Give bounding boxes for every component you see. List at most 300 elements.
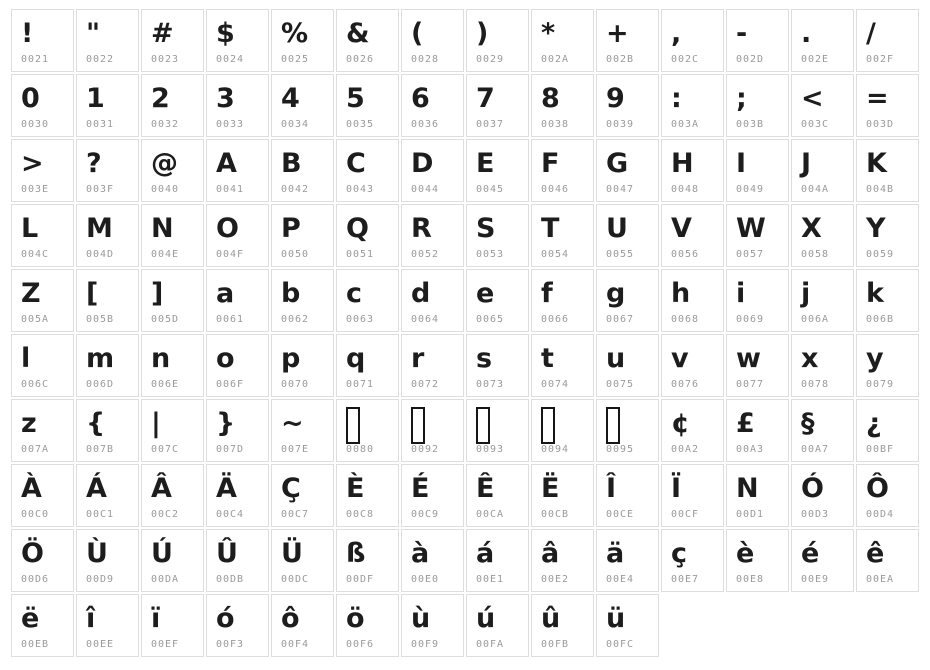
glyph-character: 9 <box>606 82 625 114</box>
glyph-character: & <box>346 17 370 49</box>
glyph-cell <box>856 269 919 332</box>
glyph-cell <box>596 594 659 657</box>
glyph-cell <box>141 204 204 267</box>
glyph-character: Ô <box>866 472 889 504</box>
glyph-unicode-code: 0055 <box>606 249 635 260</box>
glyph-character: D <box>411 147 434 179</box>
glyph-unicode-code: 003E <box>21 184 50 195</box>
glyph-cell <box>596 334 659 397</box>
glyph-unicode-code: 0024 <box>216 54 245 65</box>
glyph-unicode-code: 0080 <box>346 444 375 455</box>
glyph-cell <box>401 334 464 397</box>
glyph-unicode-code: 005D <box>151 314 180 325</box>
glyph-unicode-code: 0049 <box>736 184 765 195</box>
glyph-cell <box>271 139 334 202</box>
glyph-unicode-code: 00EF <box>151 639 180 650</box>
glyph-cell <box>531 204 594 267</box>
glyph-character: Q <box>346 212 369 244</box>
glyph-character: À <box>21 472 42 504</box>
glyph-cell <box>531 74 594 137</box>
glyph-character: R <box>411 212 432 244</box>
glyph-character: Z <box>21 277 41 309</box>
missing-glyph-box <box>411 400 425 446</box>
glyph-cell <box>466 204 529 267</box>
glyph-cell <box>11 464 74 527</box>
glyph-cell <box>401 74 464 137</box>
glyph-character: Ü <box>281 537 303 569</box>
glyph-unicode-code: 0057 <box>736 249 765 260</box>
glyph-character: B <box>281 147 302 179</box>
glyph-unicode-code: 00E9 <box>801 574 830 585</box>
glyph-unicode-code: 005A <box>21 314 50 325</box>
glyph-character: M <box>86 212 113 244</box>
glyph-unicode-code: 00FC <box>606 639 635 650</box>
glyph-cell <box>11 74 74 137</box>
glyph-cell <box>336 334 399 397</box>
glyph-unicode-code: 00C4 <box>216 509 245 520</box>
glyph-unicode-code: 0073 <box>476 379 505 390</box>
glyph-unicode-code: 0048 <box>671 184 700 195</box>
glyph-character: m <box>86 342 115 374</box>
glyph-unicode-code: 00CE <box>606 509 635 520</box>
glyph-cell <box>76 204 139 267</box>
glyph-unicode-code: 00E7 <box>671 574 700 585</box>
glyph-character: ü <box>606 602 626 634</box>
glyph-unicode-code: 0062 <box>281 314 310 325</box>
glyph-character: è <box>736 537 755 569</box>
glyph-cell <box>206 529 269 592</box>
glyph-character: u <box>606 342 626 374</box>
glyph-character: : <box>671 82 682 114</box>
glyph-unicode-code: 0026 <box>346 54 375 65</box>
glyph-cell <box>11 594 74 657</box>
glyph-cell <box>596 139 659 202</box>
glyph-character: P <box>281 212 301 244</box>
glyph-cell <box>661 334 724 397</box>
glyph-unicode-code: 0021 <box>21 54 50 65</box>
glyph-character: ? <box>86 147 102 179</box>
glyph-character: û <box>541 602 561 634</box>
glyph-cell <box>661 464 724 527</box>
glyph-cell <box>336 269 399 332</box>
glyph-cell <box>271 269 334 332</box>
glyph-unicode-code: 0071 <box>346 379 375 390</box>
glyph-unicode-code: 00A7 <box>801 444 830 455</box>
glyph-character: > <box>21 147 44 179</box>
glyph-character: Y <box>866 212 886 244</box>
glyph-unicode-code: 0038 <box>541 119 570 130</box>
glyph-cell <box>76 399 139 462</box>
glyph-character: ! <box>21 17 34 49</box>
glyph-cell <box>141 464 204 527</box>
glyph-unicode-code: 0031 <box>86 119 115 130</box>
glyph-cell <box>76 334 139 397</box>
glyph-unicode-code: 0025 <box>281 54 310 65</box>
glyph-cell <box>401 529 464 592</box>
glyph-cell <box>271 399 334 462</box>
glyph-cell <box>76 464 139 527</box>
glyph-unicode-code: 0063 <box>346 314 375 325</box>
glyph-cell <box>856 9 919 72</box>
glyph-character: h <box>671 277 691 309</box>
glyph-cell <box>336 74 399 137</box>
glyph-character: ] <box>151 277 164 309</box>
glyph-character: q <box>346 342 366 374</box>
glyph-cell <box>726 139 789 202</box>
glyph-unicode-code: 004A <box>801 184 830 195</box>
glyph-cell <box>271 204 334 267</box>
glyph-character: p <box>281 342 301 374</box>
glyph-cell <box>856 464 919 527</box>
glyph-unicode-code: 0092 <box>411 444 440 455</box>
glyph-unicode-code: 0046 <box>541 184 570 195</box>
glyph-unicode-code: 0052 <box>411 249 440 260</box>
glyph-unicode-code: 003F <box>86 184 115 195</box>
glyph-character: i <box>736 277 746 309</box>
glyph-unicode-code: 006E <box>151 379 180 390</box>
glyph-character: + <box>606 17 629 49</box>
glyph-character: È <box>346 472 365 504</box>
glyph-cell <box>271 74 334 137</box>
glyph-unicode-code: 00CF <box>671 509 700 520</box>
glyph-character: à <box>411 537 430 569</box>
glyph-cell <box>11 139 74 202</box>
glyph-cell <box>726 74 789 137</box>
glyph-unicode-code: 0079 <box>866 379 895 390</box>
glyph-cell <box>271 464 334 527</box>
glyph-character: ¢ <box>671 407 690 439</box>
glyph-character: * <box>541 17 556 49</box>
glyph-unicode-code: 003A <box>671 119 700 130</box>
glyph-cell <box>856 204 919 267</box>
glyph-cell <box>76 9 139 72</box>
glyph-cell <box>791 204 854 267</box>
glyph-unicode-code: 00E4 <box>606 574 635 585</box>
glyph-cell <box>466 529 529 592</box>
glyph-cell <box>401 399 464 462</box>
glyph-cell <box>11 269 74 332</box>
glyph-unicode-code: 0065 <box>476 314 505 325</box>
glyph-character: g <box>606 277 626 309</box>
glyph-unicode-code: 003B <box>736 119 765 130</box>
notdef-box-icon <box>541 407 555 444</box>
glyph-unicode-code: 00FA <box>476 639 505 650</box>
glyph-unicode-code: 0050 <box>281 249 310 260</box>
notdef-box-icon <box>606 407 620 444</box>
glyph-cell <box>206 399 269 462</box>
glyph-cell <box>141 529 204 592</box>
glyph-cell <box>531 9 594 72</box>
glyph-cell <box>141 594 204 657</box>
glyph-unicode-code: 00CA <box>476 509 505 520</box>
glyph-unicode-code: 0078 <box>801 379 830 390</box>
glyph-character: Ë <box>541 472 560 504</box>
glyph-unicode-code: 0072 <box>411 379 440 390</box>
glyph-character: x <box>801 342 819 374</box>
glyph-character: f <box>541 277 553 309</box>
glyph-character: Û <box>216 537 238 569</box>
glyph-unicode-code: 00A2 <box>671 444 700 455</box>
glyph-unicode-code: 006F <box>216 379 245 390</box>
glyph-character: b <box>281 277 301 309</box>
glyph-character: § <box>801 407 815 439</box>
glyph-cell <box>401 139 464 202</box>
glyph-unicode-code: 0095 <box>606 444 635 455</box>
glyph-character: Ä <box>216 472 237 504</box>
glyph-unicode-code: 006A <box>801 314 830 325</box>
glyph-unicode-code: 00D4 <box>866 509 895 520</box>
glyph-character: Ö <box>21 537 44 569</box>
glyph-cell <box>466 74 529 137</box>
glyph-cell <box>791 269 854 332</box>
glyph-unicode-code: 004C <box>21 249 50 260</box>
glyph-cell <box>336 594 399 657</box>
glyph-unicode-code: 00BF <box>866 444 895 455</box>
glyph-unicode-code: 002D <box>736 54 765 65</box>
glyph-cell <box>141 269 204 332</box>
glyph-cell <box>11 204 74 267</box>
glyph-cell <box>661 74 724 137</box>
glyph-character: K <box>866 147 887 179</box>
glyph-cell <box>726 204 789 267</box>
glyph-character: d <box>411 277 431 309</box>
glyph-unicode-code: 0076 <box>671 379 700 390</box>
glyph-character: o <box>216 342 235 374</box>
glyph-unicode-code: 00D9 <box>86 574 115 585</box>
glyph-unicode-code: 002C <box>671 54 700 65</box>
glyph-unicode-code: 006D <box>86 379 115 390</box>
glyph-unicode-code: 00CB <box>541 509 570 520</box>
glyph-character: ç <box>671 537 688 569</box>
glyph-character: < <box>801 82 824 114</box>
glyph-cell <box>726 464 789 527</box>
glyph-character: ß <box>346 537 366 569</box>
glyph-unicode-code: 00E0 <box>411 574 440 585</box>
glyph-unicode-code: 0023 <box>151 54 180 65</box>
glyph-character: ï <box>151 602 161 634</box>
glyph-unicode-code: 002F <box>866 54 895 65</box>
glyph-cell <box>401 204 464 267</box>
glyph-character: Ù <box>86 537 108 569</box>
glyph-character: N <box>736 472 759 504</box>
glyph-cell <box>141 74 204 137</box>
glyph-unicode-code: 00FB <box>541 639 570 650</box>
glyph-cell <box>791 399 854 462</box>
glyph-cell <box>336 464 399 527</box>
glyph-unicode-code: 004E <box>151 249 180 260</box>
glyph-character: 5 <box>346 82 365 114</box>
glyph-character: ( <box>411 17 424 49</box>
glyph-unicode-code: 0069 <box>736 314 765 325</box>
glyph-character: V <box>671 212 692 244</box>
glyph-cell <box>661 269 724 332</box>
glyph-cell <box>791 9 854 72</box>
glyph-character: ù <box>411 602 431 634</box>
glyph-cell <box>466 9 529 72</box>
glyph-cell <box>336 529 399 592</box>
glyph-cell <box>336 399 399 462</box>
glyph-unicode-code: 0029 <box>476 54 505 65</box>
glyph-cell <box>531 399 594 462</box>
glyph-unicode-code: 0033 <box>216 119 245 130</box>
glyph-cell <box>791 334 854 397</box>
glyph-cell <box>661 529 724 592</box>
glyph-unicode-code: 0061 <box>216 314 245 325</box>
glyph-character: î <box>86 602 96 634</box>
glyph-cell <box>466 334 529 397</box>
glyph-unicode-code: 0034 <box>281 119 310 130</box>
glyph-character: X <box>801 212 822 244</box>
glyph-character: Ç <box>281 472 301 504</box>
glyph-character: A <box>216 147 237 179</box>
glyph-unicode-code: 00EA <box>866 574 895 585</box>
glyph-cell <box>401 464 464 527</box>
glyph-cell <box>141 139 204 202</box>
glyph-cell <box>531 529 594 592</box>
glyph-unicode-code: 0051 <box>346 249 375 260</box>
glyph-cell <box>661 399 724 462</box>
glyph-cell <box>726 269 789 332</box>
glyph-unicode-code: 007B <box>86 444 115 455</box>
glyph-character: £ <box>736 407 755 439</box>
glyph-cell <box>141 399 204 462</box>
glyph-character: @ <box>151 147 178 179</box>
glyph-unicode-code: 00F6 <box>346 639 375 650</box>
glyph-cell <box>11 529 74 592</box>
glyph-cell <box>206 9 269 72</box>
missing-glyph-box <box>476 400 490 446</box>
glyph-unicode-code: 00C2 <box>151 509 180 520</box>
glyph-character: n <box>151 342 171 374</box>
glyph-cell <box>596 464 659 527</box>
glyph-character: 8 <box>541 82 560 114</box>
glyph-unicode-code: 0075 <box>606 379 635 390</box>
glyph-character: J <box>801 147 812 179</box>
glyph-character: - <box>736 17 748 49</box>
glyph-character: N <box>151 212 174 244</box>
glyph-character: v <box>671 342 689 374</box>
glyph-character: a <box>216 277 235 309</box>
glyph-unicode-code: 003C <box>801 119 830 130</box>
glyph-unicode-code: 00C9 <box>411 509 440 520</box>
missing-glyph-box <box>541 400 555 446</box>
glyph-character: 7 <box>476 82 495 114</box>
notdef-box-icon <box>346 407 360 444</box>
glyph-character: ~ <box>281 407 304 439</box>
glyph-unicode-code: 0028 <box>411 54 440 65</box>
glyph-unicode-code: 00D3 <box>801 509 830 520</box>
glyph-cell <box>531 334 594 397</box>
glyph-unicode-code: 0056 <box>671 249 700 260</box>
glyph-cell <box>661 9 724 72</box>
glyph-character: I <box>736 147 747 179</box>
glyph-unicode-code: 0022 <box>86 54 115 65</box>
notdef-box-icon <box>411 407 425 444</box>
glyph-unicode-code: 00DB <box>216 574 245 585</box>
glyph-cell <box>11 399 74 462</box>
glyph-cell <box>76 529 139 592</box>
glyph-cell <box>466 594 529 657</box>
glyph-cell <box>856 139 919 202</box>
glyph-unicode-code: 007D <box>216 444 245 455</box>
glyph-character: Ï <box>671 472 682 504</box>
glyph-unicode-code: 00E2 <box>541 574 570 585</box>
glyph-character: [ <box>86 277 99 309</box>
glyph-character: 6 <box>411 82 430 114</box>
glyph-unicode-code: 004F <box>216 249 245 260</box>
glyph-unicode-code: 0032 <box>151 119 180 130</box>
glyph-cell <box>791 74 854 137</box>
glyph-character: | <box>151 407 161 439</box>
glyph-cell <box>11 9 74 72</box>
glyph-cell <box>726 9 789 72</box>
glyph-cell <box>76 139 139 202</box>
glyph-character: L <box>21 212 39 244</box>
missing-glyph-box <box>606 400 620 446</box>
glyph-cell <box>76 74 139 137</box>
glyph-unicode-code: 0035 <box>346 119 375 130</box>
glyph-character: ) <box>476 17 489 49</box>
glyph-character: c <box>346 277 363 309</box>
glyph-unicode-code: 002B <box>606 54 635 65</box>
glyph-character: Î <box>606 472 617 504</box>
glyph-character: % <box>281 17 309 49</box>
glyph-character: é <box>801 537 820 569</box>
glyph-unicode-code: 005B <box>86 314 115 325</box>
glyph-cell <box>596 399 659 462</box>
glyph-cell <box>791 139 854 202</box>
glyph-unicode-code: 0047 <box>606 184 635 195</box>
glyph-cell <box>336 139 399 202</box>
glyph-cell <box>76 269 139 332</box>
glyph-cell <box>531 139 594 202</box>
glyph-unicode-code: 00EB <box>21 639 50 650</box>
glyph-character: T <box>541 212 560 244</box>
glyph-unicode-code: 0093 <box>476 444 505 455</box>
glyph-unicode-code: 00C7 <box>281 509 310 520</box>
glyph-unicode-code: 00EE <box>86 639 115 650</box>
glyph-cell <box>596 529 659 592</box>
glyph-cell <box>206 269 269 332</box>
glyph-character: 4 <box>281 82 300 114</box>
glyph-character: 1 <box>86 82 105 114</box>
glyph-unicode-code: 0070 <box>281 379 310 390</box>
missing-glyph-box <box>346 400 360 446</box>
glyph-character: ö <box>346 602 365 634</box>
glyph-unicode-code: 00E8 <box>736 574 765 585</box>
glyph-cell <box>466 399 529 462</box>
glyph-cell <box>596 204 659 267</box>
glyph-character: ä <box>606 537 625 569</box>
glyph-character: O <box>216 212 239 244</box>
glyph-character: â <box>541 537 560 569</box>
glyph-character: ú <box>476 602 496 634</box>
glyph-unicode-code: 0043 <box>346 184 375 195</box>
glyph-unicode-code: 0068 <box>671 314 700 325</box>
glyph-character: 0 <box>21 82 40 114</box>
glyph-character: U <box>606 212 628 244</box>
glyph-character: F <box>541 147 560 179</box>
glyph-unicode-code: 00F4 <box>281 639 310 650</box>
glyph-character: { <box>86 407 106 439</box>
glyph-cell <box>661 139 724 202</box>
glyph-character: l <box>21 342 31 374</box>
glyph-unicode-code: 0059 <box>866 249 895 260</box>
glyph-character: ë <box>21 602 40 634</box>
glyph-character: ¿ <box>866 407 882 439</box>
glyph-character: ó <box>216 602 235 634</box>
glyph-unicode-code: 0064 <box>411 314 440 325</box>
